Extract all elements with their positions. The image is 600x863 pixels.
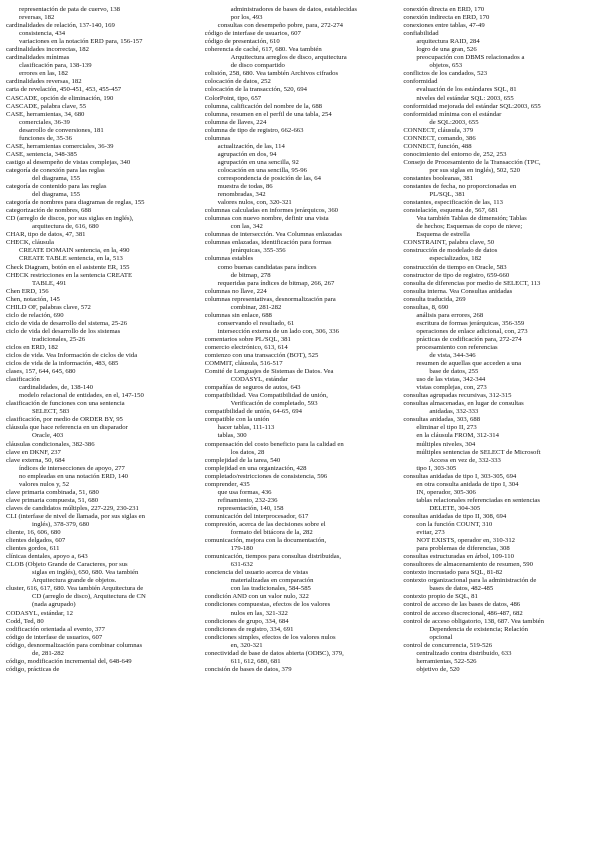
index-entry: columna, resumen en el perfil de una tabla, 254 [204,110,332,118]
index-entry: Verificación de completado, 593 [230,400,318,408]
index-entry: (nada agrupado) [32,601,76,609]
index-entry: conformidad mejorada del estándar SQL:2003, 655 [403,102,541,110]
index-entry: complejidad de la tarea, 540 [204,456,281,464]
index-entry: CREATE DOMAIN sentencia, en la, 490 [19,247,130,255]
index-entry: carta de revelación, 450-451, 453, 455-457 [6,86,122,94]
index-entry: colocación de datos, 252 [204,78,271,86]
index-entry: 179-180 [230,545,253,553]
index-entry: Oracle, 403 [32,432,64,440]
index-entry: columnas [204,134,231,142]
index-entry: de vista, 344-346 [429,352,476,360]
index-entry: condiciones de grupo, 334, 684 [204,617,289,625]
index-entry: columna de llaves, 224 [204,118,267,126]
index-entry: TABLE, 491 [32,279,67,287]
index-entry: desarrollo de conversiones, 181 [19,126,104,134]
index-entry: contexto propio de SQL, 81 [403,593,478,601]
index-entry: logro de una gran, 526 [416,46,477,54]
index-entry: de disco compartido [230,62,285,70]
index-entry: anidadas, 332-333 [429,408,479,416]
index-entry: nulos en las, 321-322 [230,609,288,617]
index-entry: especializados, 182 [429,255,482,263]
index-entry: castigo al desempeño de vistas complejas, 340 [6,158,131,166]
index-entry: inglés), 378-379, 680 [32,521,90,528]
index-entry: COMMIT, cláusula, 516-517 [204,360,283,368]
index-entry: cliente, 16, 606, 680 [6,529,61,537]
index-entry: administradores de bases de datos, establecidas [230,6,357,13]
index-entry: compatibilidad. Vea Compatibilidad de unión, [204,392,328,400]
index-entry: compatibilidad de unión, 64-65, 694 [204,408,302,416]
index-entry: formato del bitácora de la, 282 [230,529,313,537]
index-entry: control de acceso discrecional, 486-487, 682 [403,609,523,617]
index-entry: columna de tipo de registro, 662-663 [204,126,304,134]
index-entry: funciones de, 35-36 [19,134,72,142]
index-entry: representación de pata de cuervo, 138 [19,6,121,13]
index-entry: constelación, esquema de, 567, 681 [403,207,499,215]
index-entry: procesamiento con referencias [416,343,498,351]
index-entry: columnas no llave, 224 [204,287,267,295]
index-entry: compatible con la unión [204,416,270,424]
index-column-2 [205,6,396,863]
index-entry: CONNECT, cláusula, 379 [403,126,474,134]
index-entry: construcción de tiempo en Oracle, 583 [403,263,507,271]
index-entry: condición AND con un valor nulo, 322 [204,593,309,601]
index-entry: del diagrama, 155 [32,191,81,199]
index-entry: clases, 157, 644, 645, 680 [6,368,76,376]
index-entry: CHAR, tipo de datos, 47, 381 [6,231,86,239]
index-entry: como buenas candidatas para índices [217,263,317,271]
index-entry: cardinalidades, de, 138-140 [19,384,93,392]
index-entry: conformidad mínima con el estándar [403,110,502,118]
index-entry: consultas con desempeño pobre, para, 272-274 [217,22,344,30]
index-entry: niveles del estándar SQL: 2003, 655 [416,94,514,102]
index-entry: columna, calificación del nombre de la, 688 [204,102,323,110]
index-entry: clave primaria compuesta, 51, 680 [6,496,99,504]
index-entry: de bitmap, 278 [230,271,271,279]
index-entry: de, 281-282 [32,649,64,657]
index-entry: conflictos de los candados, 523 [403,70,488,78]
index-entry: variaciones en la notación ERD para, 156-157 [19,38,143,46]
index-entry: Codd, Ted, 80 [6,617,44,625]
index-entry: colocación de la transacción, 520, 694 [204,86,307,94]
index-entry: para problemas de diferencias, 308 [416,545,510,553]
index-entry: columnas de intersección. Vea Columnas enlazadas [204,231,342,239]
index-entry: representación, 140, 158 [217,504,284,512]
index-entry: conformidad [403,78,438,86]
index-entry: conservando el resultado, 61 [217,319,295,327]
index-entry: CODASYL, estándar, 12 [6,609,73,617]
index-entry: preocupación con DBMS relacionados a [416,54,525,62]
index-entry: evitar, 273 [416,529,445,537]
index-entry: concisión de bases de datos, 379 [204,665,292,673]
index-entry: consultas almacenadas, en lugar de consultas [403,400,524,408]
index-entry: en la cláusula FROM, 312-314 [416,432,499,440]
index-entry: opcional [429,633,453,641]
index-entry: siglas en inglés), 650, 680. Vea también [32,569,139,577]
index-entry: código de interfase de usuarios, 607 [6,633,103,641]
index-entry: de hechos; Esquemas de copo de nieve; [416,223,523,231]
index-entry: columnas estables [204,255,254,263]
index-entry: en otra consulta anidada de tipo I, 304 [416,480,519,488]
index-entry: clasificación de funciones con una sentencia [6,400,125,408]
index-entry: código, desnormalización para combinar columnas [6,641,143,649]
index-entry: conexión directa en ERD, 170 [403,6,485,13]
index-entry: arquitectura RAID, 284 [416,38,480,46]
index-entry: análisis para errores, 268 [416,311,484,319]
index-entry: ciclos de vida de la información, 483, 685 [6,360,119,368]
index-entry: por los, 493 [230,14,263,22]
index-entry: conciencia del usuario acerca de vistas [204,569,309,577]
index-entry: objetivo de, 520 [416,665,460,673]
index-entry: materializadas en comparación [230,577,314,585]
index-entry: consultas anidadas de tipo II, 308, 694 [403,512,507,520]
index-entry: NOT EXISTS, operador en, 310-312 [416,537,516,545]
index-entry: clave en DKNF, 237 [6,448,61,456]
index-entry: contexto organizacional para la administración de [403,577,537,585]
index-entry: ciclo de vida del desarrollo de los sistemas [6,327,121,335]
index-entry: control de concurrencia, 519-526 [403,641,493,649]
index-entry: complejidad en una organización, 428 [204,464,307,472]
index-entry: consulta traducida, 269 [403,295,466,303]
index-entry: comerciales, 36-39 [19,118,70,126]
index-entry: Check Diagram, botón en el asistente ER, 155 [6,263,130,271]
index-entry: CLOB (Objeto Grande de Caracteres, por sus [6,561,128,569]
index-entry: clasificación para, 138-139 [19,62,92,70]
index-entry: conexiones entre tablas, 47-49 [403,22,485,30]
index-entry: valores nulos y, 52 [19,480,70,488]
index-entry: construcción de modelado de datos [403,247,498,255]
index-entry: cláusula que hace referencia en un disparador [6,424,128,432]
index-entry: errores en las, 182 [19,70,69,78]
index-entry: Arquitectura arreglos de disco, arquitectura [230,54,347,62]
index-entry: cardinalidades reversas, 182 [6,78,82,86]
index-entry: Vea también Tablas de dimensión; Tablas [416,215,527,223]
index-entry: tablas relacionales referenciadas en sentencias [416,496,540,504]
index-entry: intersección externa de un lado con, 306, 336 [217,327,339,335]
index-entry: ciclo de relación, 690 [6,311,64,319]
index-entry: CASCADE, opción de eliminación, 190 [6,94,114,102]
index-entry: código de presentación, 610 [204,38,280,46]
index-entry: comunicación del interprocesador, 617 [204,512,309,520]
index-entry: renombradas, 342 [217,191,266,199]
index-entry: por sus siglas en inglés), 502, 520 [429,166,520,174]
index-entry: eliminar el tipo II, 273 [416,424,477,432]
index-entry: combinar, 281-282 [230,303,282,311]
index-entry: confiabilidad [403,30,439,38]
index-entry: los datos, 28 [230,448,265,456]
index-entry: herramientas, 522-526 [416,657,477,665]
index-entry: condiciones de registro, 334, 691 [204,625,294,633]
index-entry: categorización de nombres, 688 [6,207,92,215]
index-entry: categoría de conexión para las reglas [6,166,105,174]
index-entry: Access en vez de, 332-333 [429,456,501,464]
index-entry: clasificación, por medio de ORDER BY, 95 [6,416,123,424]
index-entry: consulta de diferencias por medio de SELECT, 113 [403,279,541,287]
index-entry: claves de candidatos múltiples, 227-229, 230-231 [6,504,139,512]
index-entry: PL/SQL, 381 [429,191,466,199]
index-entry: compañías de seguros de autos, 643 [204,384,301,392]
index-entry: Chen ERD, 156 [6,287,49,295]
index-entry: jerárquicas, 355-356 [230,247,286,255]
index-entry: CASE, herramientas, 34, 680 [6,110,85,118]
index-entry: uso de las vistas, 342-344 [416,376,486,384]
index-entry: CHECK, cláusula [6,239,54,247]
index-entry: constantes booleanas, 381 [403,174,473,182]
index-entry: en, 320-321 [230,641,263,649]
index-entry: columnas enlazadas, identificación para formas [204,239,332,247]
index-entry: completado/restricciones de consistencia, 596 [204,472,328,480]
index-entry: consultores de almacenamiento de resumen, 590 [403,561,533,569]
index-entry: de SQL:2003, 655 [429,118,479,126]
index-entry: modelo relacional de entidades, en el, 147-150 [19,392,144,400]
index-entry: actualización, de las, 114 [217,142,285,150]
index-entry: codificación orientada al evento, 377 [6,625,105,633]
index-entry: prácticas de codificación para, 272-274 [416,335,522,343]
index-entry: Dependencia de existencia; Relación [429,625,528,633]
index-entry: CREATE TABLE sentencia, en la, 513 [19,255,123,263]
index-entry: cláusulas condicionales, 382-386 [6,440,95,448]
index-entry: ciclo de vida de desarrollo del sistema, 25-26 [6,319,128,327]
index-entry: Comité de Lenguajes de Sistemas de Datos. Vea [204,368,334,376]
index-entry: bases de datos, 482-485 [429,585,494,593]
index-entry: múltiples sentencias de SELECT de Microsoft [416,448,541,456]
index-entry: comunicación, tiempos para consultas distribuidas, [204,553,341,561]
index-entry: múltiples niveles, 304 [416,440,476,448]
index-entry: comentarios sobre PL/SQL, 381 [204,335,291,343]
index-entry: código, modificación incremental del, 648-649 [6,657,132,665]
index-entry: CHILD OF, palabras clave, 572 [6,303,91,311]
index-entry: con las tradicionales, 584-585 [230,585,311,593]
index-entry: conexión indirecta en ERD, 170 [403,14,490,22]
index-entry: constantes, especificación de las, 113 [403,199,503,207]
index-entry: código, prácticas de [6,665,60,673]
index-entry: ColorPoint, tipo, 657 [204,94,262,102]
index-entry: refinamiento, 232-236 [217,496,278,504]
index-entry: consultas estructuradas en árbol, 109-110 [403,553,514,561]
index-entry: cardinalidades mínimas [6,54,70,62]
index-entry: CONNECT, función, 488 [403,142,472,150]
index-entry: categoría de nombres para diagramas de reglas, 155 [6,199,145,207]
index-entry: objetos, 653 [429,62,463,70]
index-entry: escritura de formas jerárquicas, 356-359 [416,319,525,327]
index-entry: código de interfase de usuarios, 607 [204,30,301,38]
index-entry: 631-632 [230,561,253,569]
index-entry: consulta interna. Vea Consultas anidadas [403,287,513,295]
index-entry: Arquitectura grande de objetos. [32,577,117,585]
index-entry: operaciones de enlace adicional, con, 273 [416,327,528,335]
index-entry: Consejo de Procesamiento de la Transacción (TPC, [403,158,541,166]
index-entry: que usa formas, 436 [217,488,272,496]
index-entry: CONSTRAINT, palabra clave, 50 [403,239,495,247]
index-entry: comunicación, mejora con la documentación, [204,537,327,545]
index-column-3 [403,6,594,863]
index-entry: IN, operador, 305-306 [416,488,476,496]
index-entry: CASE, sentencia, 348-385 [6,150,77,158]
index-entry: Esquema de estrella [416,231,470,239]
index-entry: compensación del costo beneficio para la calidad en [204,440,344,448]
index-entry: con la función COUNT, 310 [416,521,493,528]
index-entry: base de datos, 255 [429,368,479,376]
index-entry: consultas agrupadas recursivas, 312-315 [403,392,512,400]
index-entry: CASCADE, palabra clave, 55 [6,102,87,110]
index-entry: muestra de todas, 86 [217,183,273,191]
index-entry: cluster, 616, 617, 680. Vea también Arquitectura de [6,585,144,593]
index-entry: resumen de aquellas que acceden a una [416,360,522,368]
index-entry: valores nulos, con, 320-321 [217,199,292,207]
index-entry: tablas, 300 [217,432,247,440]
index-entry: CODASYL, estándar [230,376,288,384]
index-entry: clientes gordos, 611 [6,545,60,553]
index-entry: arquitectura de, 616, 680 [32,223,99,231]
index-entry: CD (arreglo de disco), Arquitectura de CN [32,593,146,601]
index-entry: Chen, notación, 145 [6,295,60,303]
index-entry: condiciones compuestas, efectos de los valores [204,601,331,609]
index-entry: categoría de contenido para las reglas [6,183,107,191]
index-entry: comienzo con una transacción (BOT), 525 [204,352,319,360]
index-entry: CONNECT, comando, 386 [403,134,476,142]
index-entry: contexto incrustado para SQL, 81-82 [403,569,503,577]
index-entry: reversas, 182 [19,14,55,22]
index-column-1 [6,6,197,863]
index-entry: correspondencia de posición de las, 64 [217,174,321,182]
index-entry: coherencia de caché, 617, 680. Vea también [204,46,322,54]
index-entry: CLI (interfase de nivel de llamada, por sus siglas en [6,512,145,520]
index-entry: agrupación en una sencilla, 92 [217,158,299,166]
index-entry: consultas anidadas, 303, 688 [403,416,481,424]
index-entry: comercio electrónico, 613, 614 [204,343,288,351]
index-entry: CHECK restricciones en la sentencia CREATE [6,271,133,279]
index-entry: constantes de fecha, no proporcionadas en [403,183,517,191]
index-entry: SELECT, 583 [32,408,70,416]
index-entry: ciclos en ERD, 182 [6,343,59,351]
index-entry: índices de intersecciones de apoyo, 277 [19,464,125,472]
index-entry: condiciones simples, efectos de los valores nulos [204,633,336,641]
index-entry: clientes delgados, 607 [6,537,66,545]
index-entry: clasificación [6,376,40,384]
index-entry: centralizado contra distribuido, 633 [416,649,512,657]
index-entry: comprender, 435 [204,480,250,488]
index-entry: clave primaria combinada, 51, 680 [6,488,99,496]
index-entry: columnas sin enlace, 688 [204,311,272,319]
index-entry: columnas representativas, desnormalización para [204,295,336,303]
index-entry: colocación en una sencilla, 95-96 [217,166,307,174]
index-entry: vistas complejas, con, 273 [416,384,487,392]
index-entry: tradicionales, 25-26 [32,335,86,343]
index-entry: constructor de tipo de registro, 659-660 [403,271,510,279]
index-entry: columnas calculadas en informes jerárquicos, 360 [204,207,339,215]
index-entry: control de acceso de las bases de datos, 486 [403,601,521,609]
index-entry: conectividad de base de datos abierta (ODBC), 379, [204,649,344,657]
index-entry: cardinalidades incorrectas, 182 [6,46,89,54]
index-entry: consultas, 8, 690 [403,303,449,311]
index-entry: CASE, herramientas comerciales, 36-39 [6,142,114,150]
index-entry: consistencia, 434 [19,30,66,38]
index-entry: ciclos de vida. Vea Información de ciclos de vida [6,352,138,360]
index-entry: requeridas para índices de bitmap, 266, 267 [217,279,335,287]
index-entry: DELETE, 304-305 [429,504,481,512]
index-entry: clínicas dentales, apoyo a, 643 [6,553,88,561]
index-entry: colisión, 258, 680. Vea también Archivos cifrados [204,70,339,78]
index-entry: con las, 342 [230,223,263,231]
index-entry: hacer tablas, 111-113 [217,424,275,432]
index-entry: agrupación en dos, 94 [217,150,277,158]
index-entry: columnas con nuevo nombre, definir una vista [204,215,329,223]
index-entry: tipo I, 303-305 [416,464,457,472]
index-entry: cardinalidades de relación, 137-140, 169 [6,22,115,30]
index-entry: control de acceso obligatorio, 138, 687. Vea también [403,617,544,625]
index-entry: conocimiento del entorno de, 252, 253 [403,150,507,158]
index-entry: del diagrama, 155 [32,174,81,182]
index-entry: clave externa, 50, 684 [6,456,65,464]
index-entry: consultas anidadas de tipo I, 303-305, 694 [403,472,517,480]
index-entry: evaluación de los estándares SQL, 81 [416,86,517,94]
index-entry: no empleadas en una notación ERD, 140 [19,472,129,480]
index-entry: 611, 612, 680, 681 [230,657,281,665]
index-entry: compresión, acerca de las decisiones sobre el [204,521,326,528]
index-entry: CD (arreglo de discos, por sus siglas en inglés), [6,215,134,223]
